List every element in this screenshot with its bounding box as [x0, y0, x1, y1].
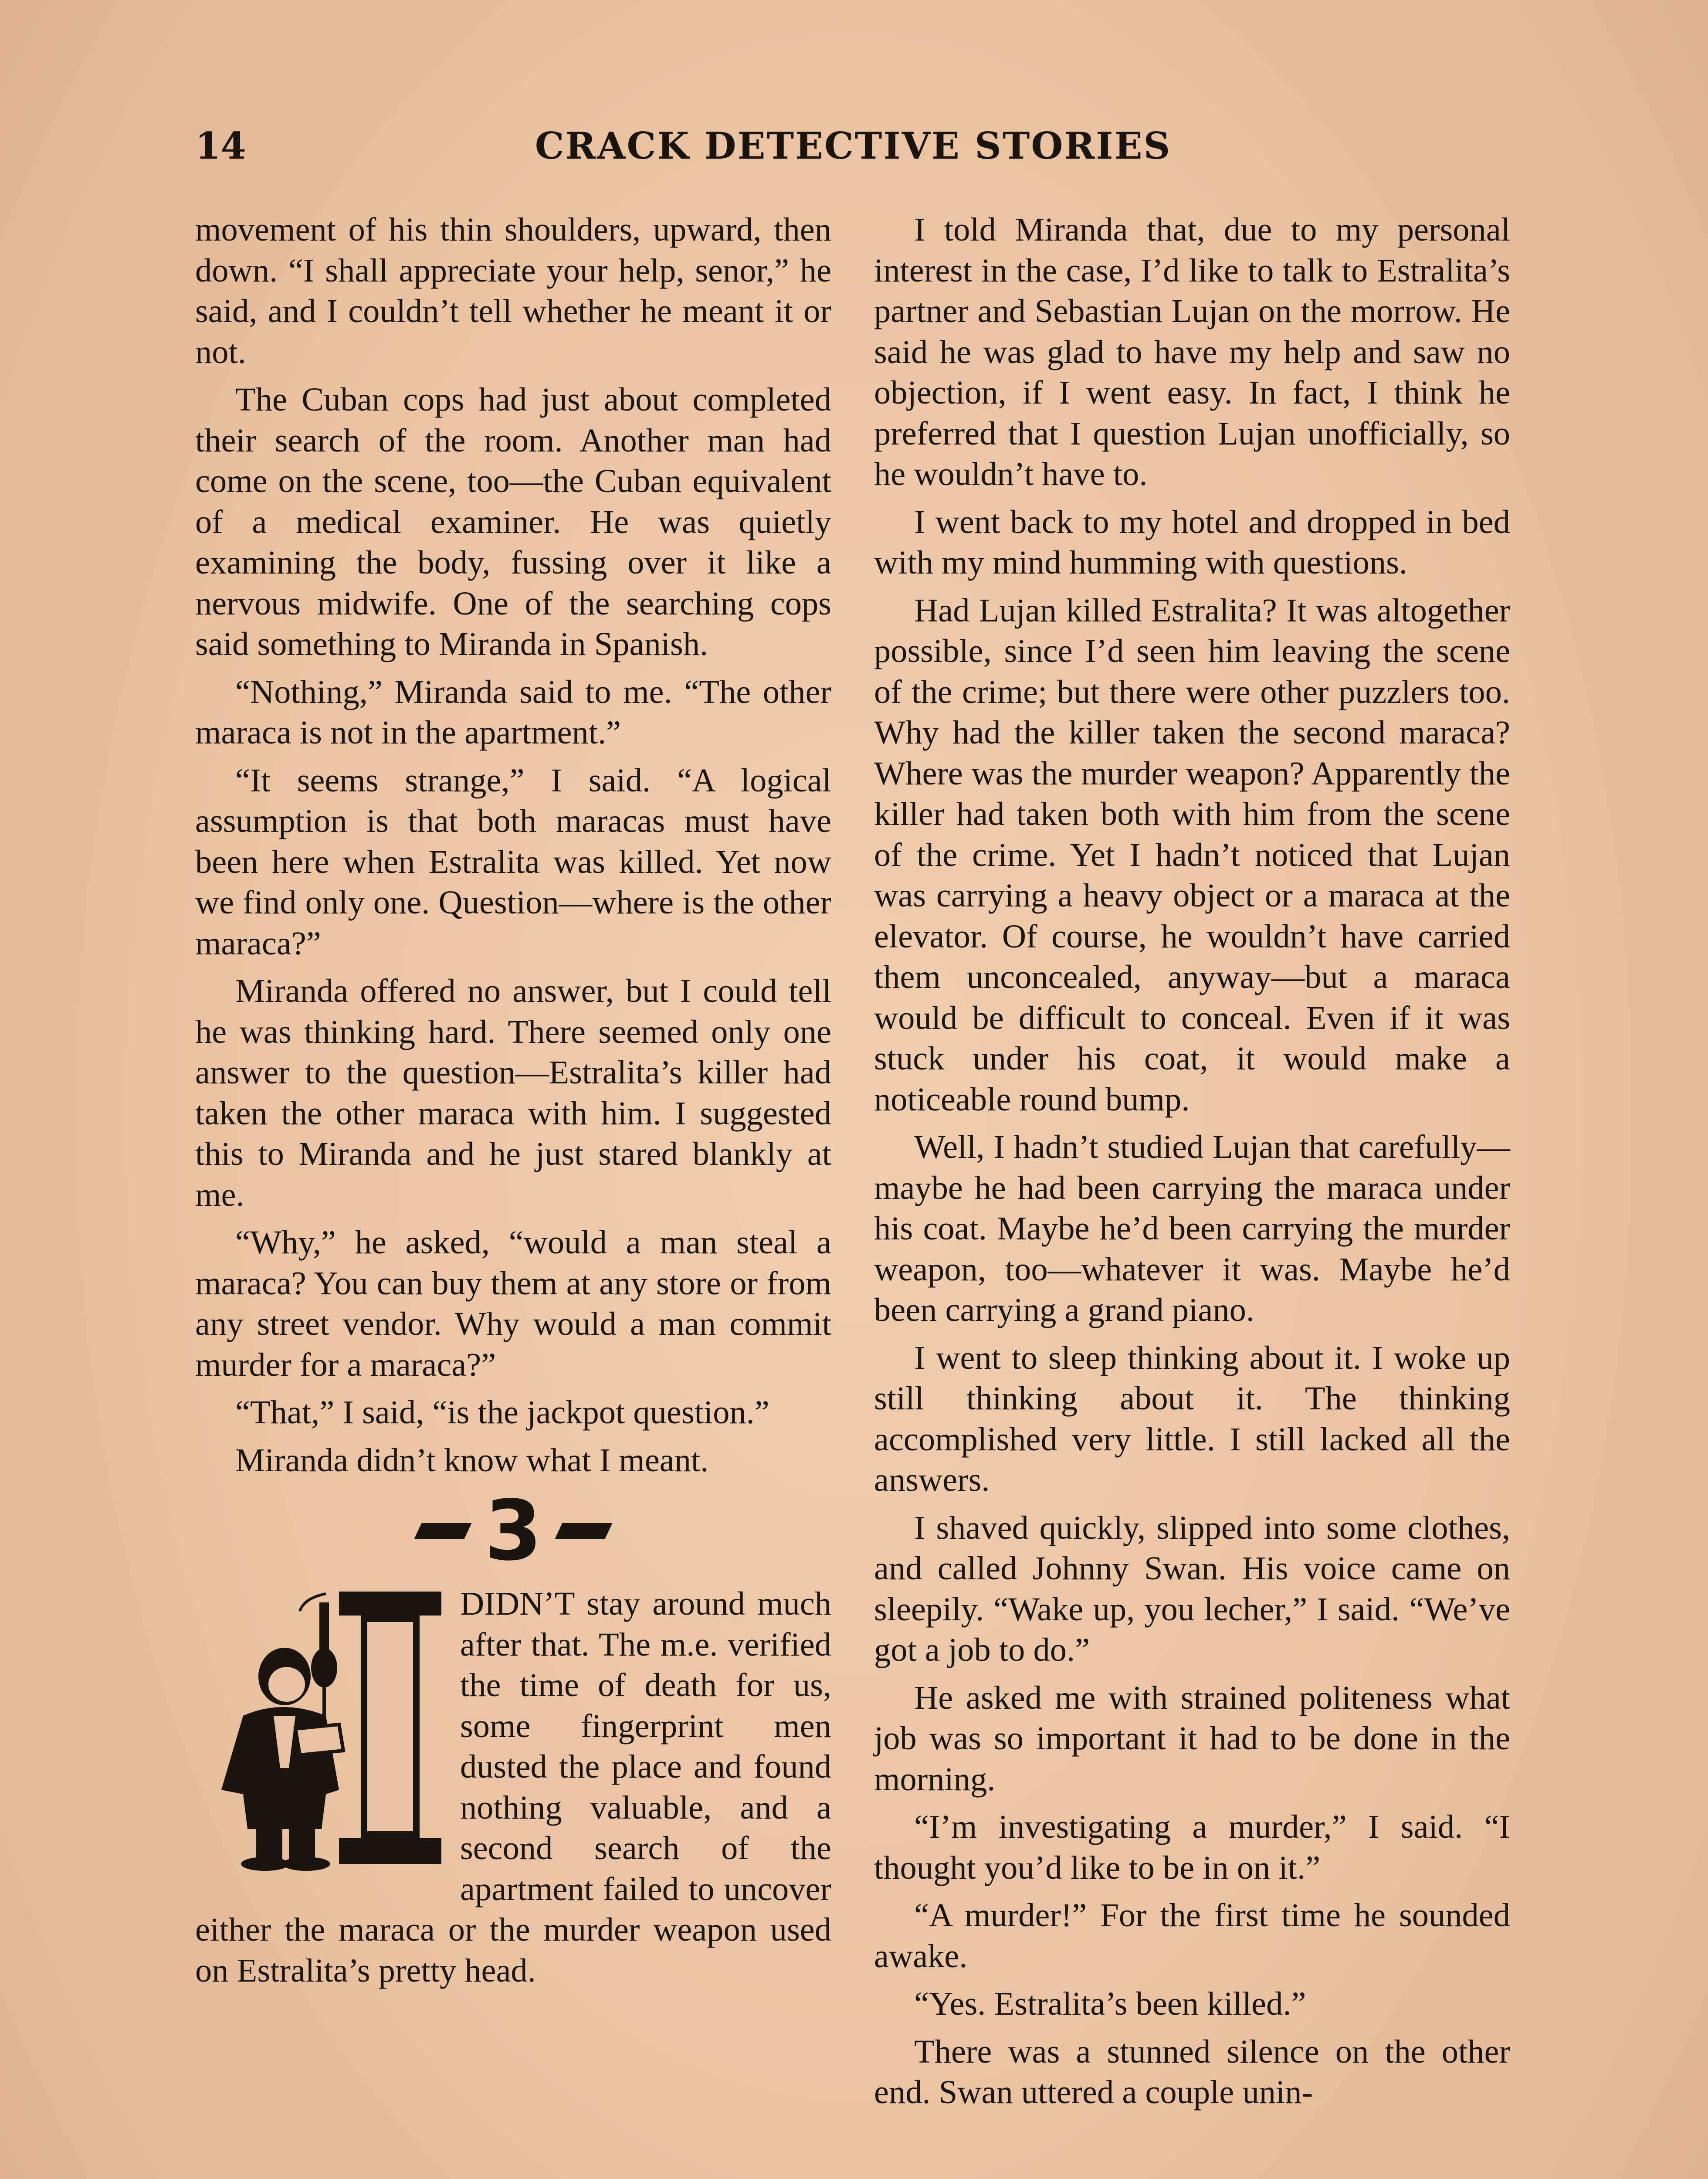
dropcap-paragraph: DIDN’T stay around much after that. The m.e. verified the time of death for us, some fingerprint men dusted the place and found nothing valuable, and a second search of the apartment failed to uncover either the maraca or the murder weapon used on Estralita’s pretty head. [195, 1585, 831, 1989]
man-with-microphone-illustration [195, 1585, 448, 1873]
paragraph: “It seems strange,” I said. “A logical assumption is that both maracas must have been here when Estralita was killed. Yet now we find only one. Question—where is the other maraca?” [195, 761, 831, 962]
page-number: 14 [195, 124, 246, 167]
paragraph: He asked me with strained politeness what job was so important it had to be done in the morning. [874, 1679, 1510, 1798]
paragraph: Miranda didn’t know what I meant. [235, 1441, 709, 1479]
paragraph: “That,” I said, “is the jackpot question.” [235, 1394, 769, 1431]
paragraph: Well, I hadn’t studied Lujan that carefully—maybe he had been carrying the maraca under his coat. Maybe he’d been carrying the murder weapon, too—whatever it was. Maybe he’d been carrying a grand piano. [874, 1128, 1510, 1328]
paragraph: “Yes. Estralita’s been killed.” [914, 1985, 1306, 2022]
chapter-dash-right [555, 1523, 613, 1539]
paragraph: movement of his thin shoulders, upward, then down. “I shall appreciate your help, senor,” he said, and I couldn’t tell whether he meant it or not. [195, 211, 831, 370]
paragraph: I shaved quickly, slipped into some clothes, and called Johnny Swan. His voice came on sleepily. “Wake up, you lecher,” I said. “We’ve got a job to do.” [874, 1509, 1510, 1668]
chapter-heading [195, 1483, 831, 1579]
running-title: CRACK DETECTIVE STORIES [535, 124, 1172, 167]
right-column [874, 209, 1510, 2120]
paragraph: I told Miranda that, due to my personal interest in the case, I’d like to talk to Estralita’s partner and Sebastian Lujan on the morrow. He said he was glad to have my help and saw no objection, if I went easy. In fact, I think he preferred that I question Lujan unofficially, so he wouldn’t have to. [874, 211, 1510, 492]
paragraph: There was a stunned silence on the other end. Swan uttered a couple unin- [874, 2033, 1510, 2111]
chapter-dash-left [414, 1523, 471, 1539]
paragraph: “A murder!” For the first time he sounded awake. [874, 1897, 1510, 1975]
paragraph: Had Lujan killed Estralita? It was altogether possible, since I’d seen him leaving the scene of the crime; but there were other puzzlers too. Why had the killer taken the second maraca? Where was the murder weapon? Apparently the killer had taken both with him from the scene of the crime. Yet I hadn’t noticed that Lujan was carrying a heavy object or a maraca at the elevator. Of course, he wouldn’t have carried them unconcealed, anyway—but a maraca would be difficult to conceal. Even if it was stuck under his coat, it would make a noticeable round bump. [874, 591, 1510, 1118]
paragraph: I went back to my hotel and dropped in bed with my mind humming with questions. [874, 503, 1510, 581]
page-header [195, 124, 1511, 176]
paragraph: “I’m investigating a murder,” I said. “I thought you’d like to be in on it.” [874, 1808, 1510, 1886]
paragraph: Miranda offered no answer, but I could tell he was thinking hard. There seemed only one answer to the question—Estralita’s killer had taken the other maraca with him. I suggested this to Miranda and he just stared blankly at me. [195, 972, 831, 1213]
chapter-number: 3 [484, 1483, 542, 1579]
left-column [195, 209, 831, 1998]
paragraph: “Why,” he asked, “would a man steal a maraca? You can buy them at any store or from any street vendor. Why would a man commit murder for a maraca?” [195, 1224, 831, 1383]
paragraph: “Nothing,” Miranda said to me. “The other maraca is not in the apartment.” [195, 673, 831, 751]
dropcap-illustration [195, 1585, 448, 1873]
paragraph: I went to sleep thinking about it. I woke up still thinking about it. The thinking accomplished very little. I still lacked all the answers. [874, 1339, 1510, 1498]
paragraph: The Cuban cops had just about completed their search of the room. Another man had come on the scene, too—the Cuban equivalent of a medical examiner. He was quietly examining the body, fussing over it like a nervous midwife. One of the searching cops said something to Miranda in Spanish. [195, 381, 831, 662]
